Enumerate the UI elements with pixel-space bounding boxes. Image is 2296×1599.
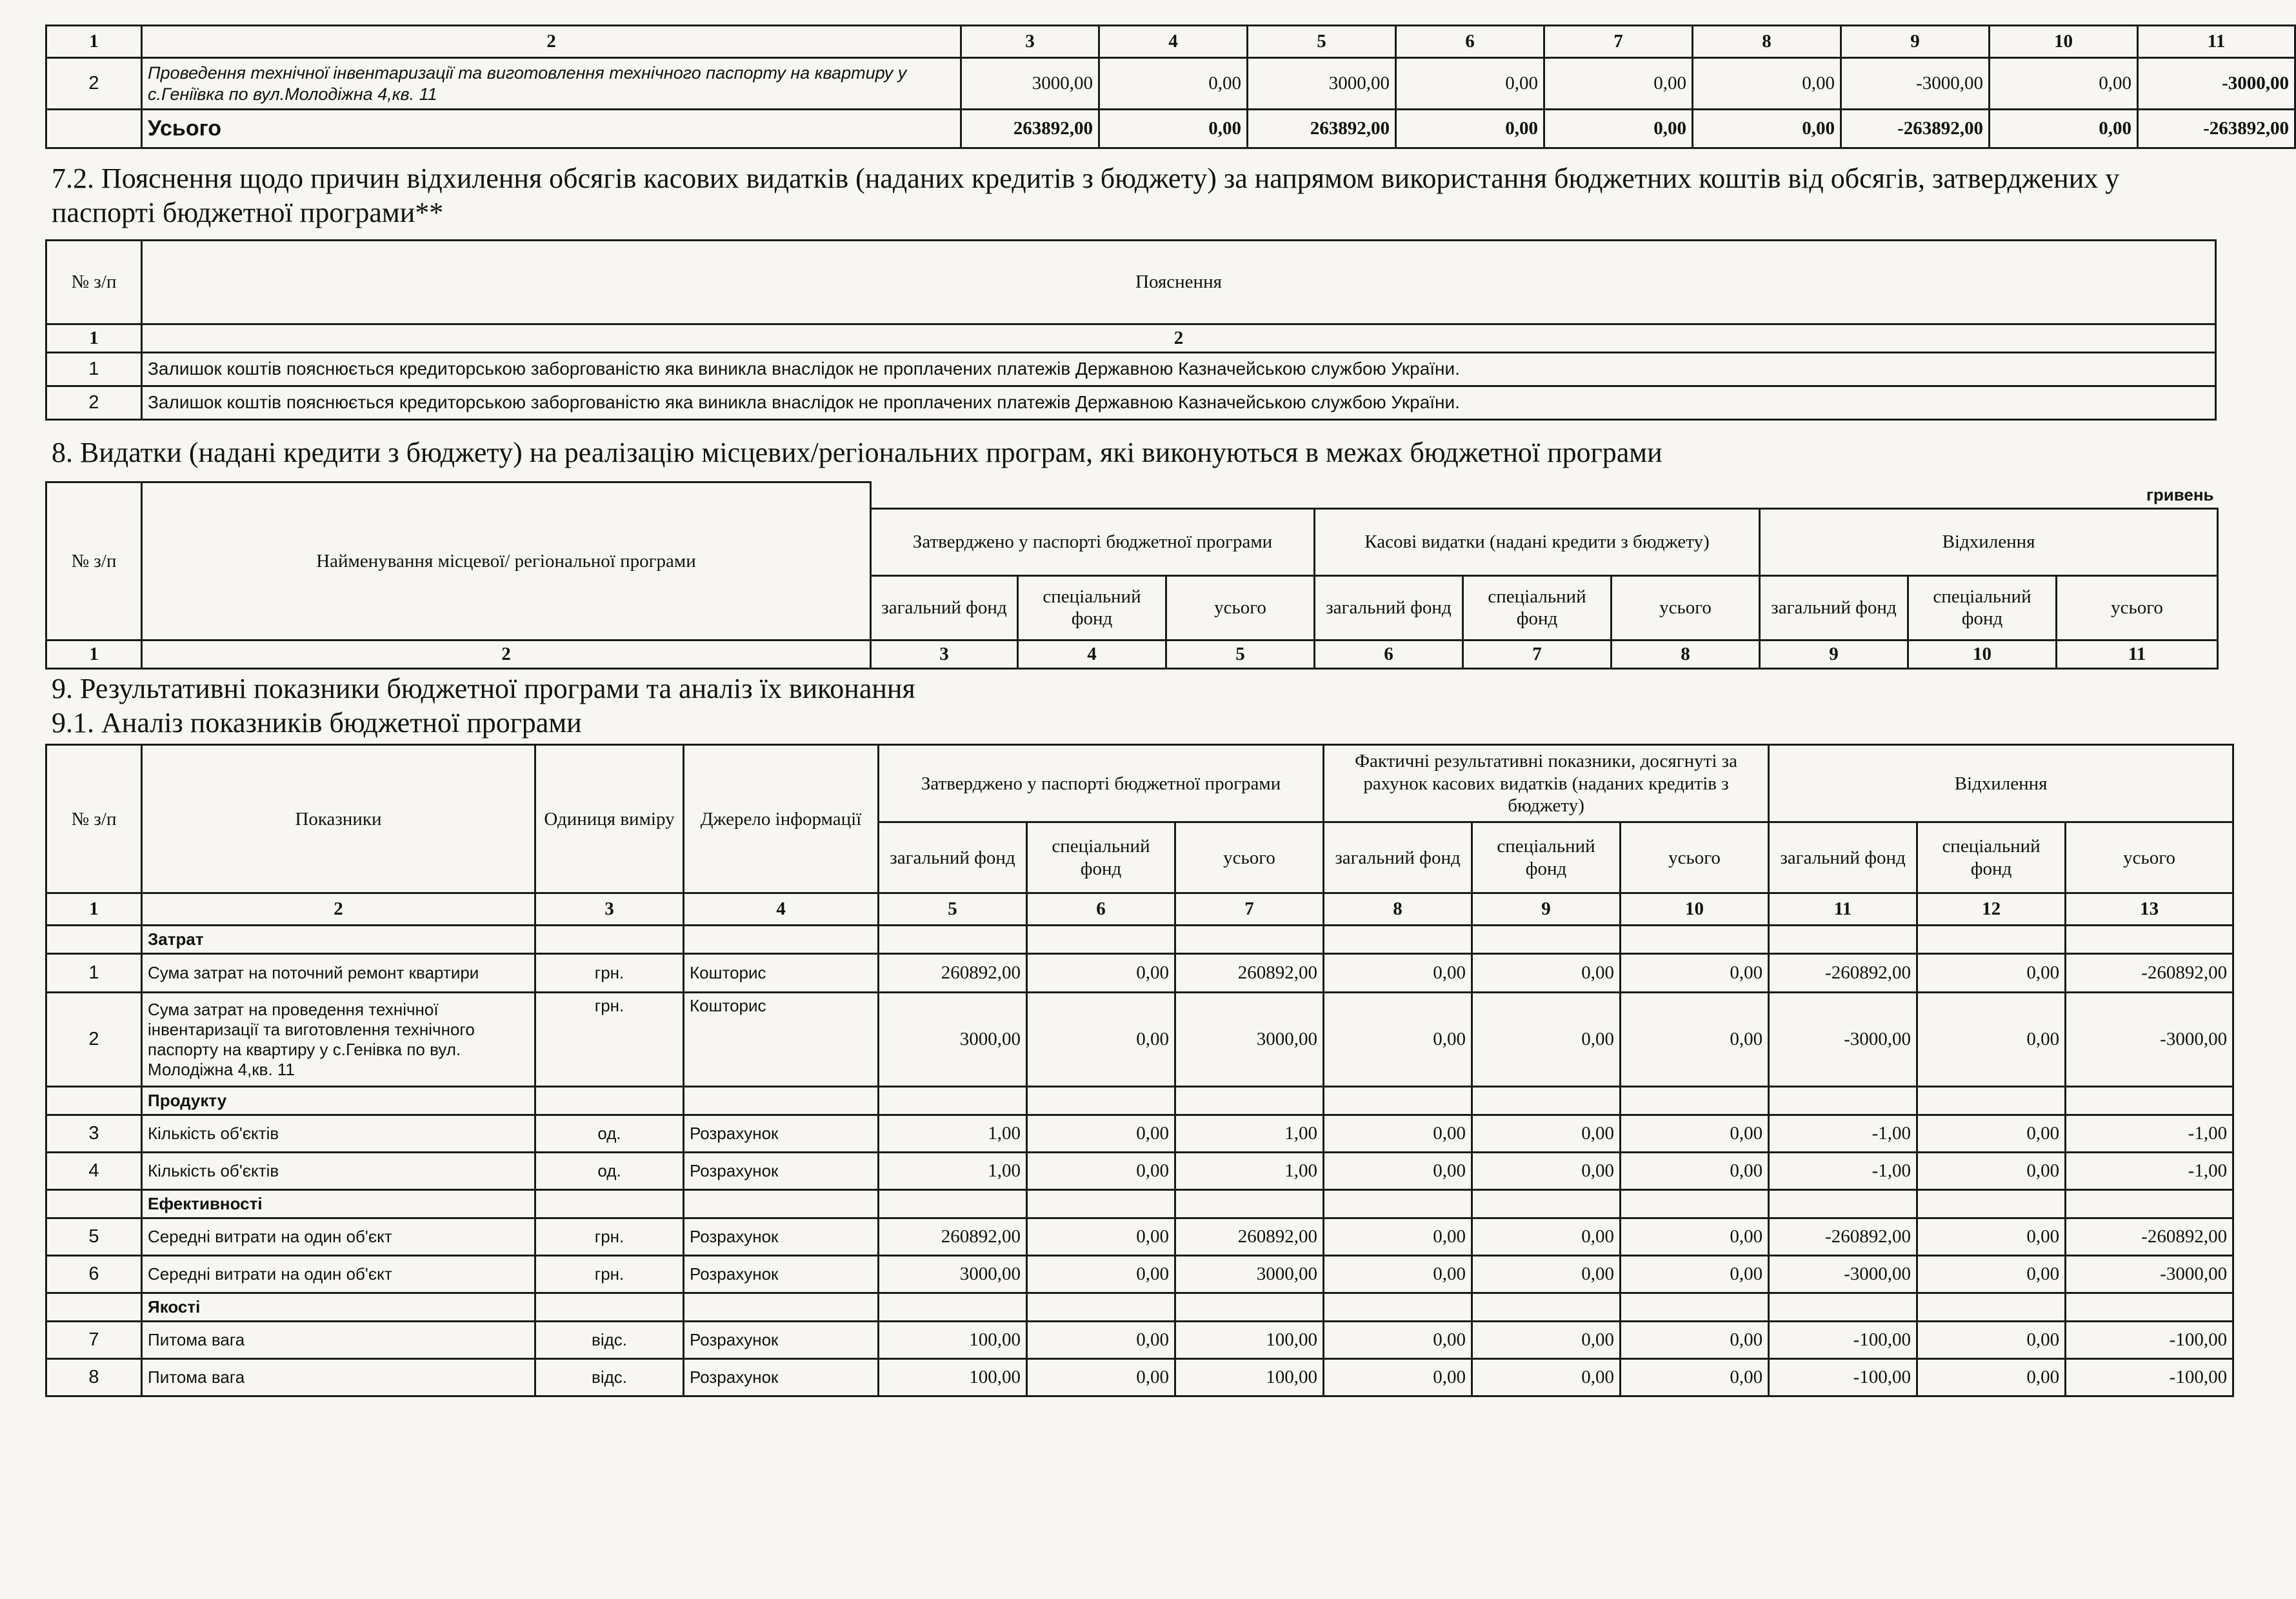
index-cell: 1 bbox=[46, 640, 142, 668]
value-cell: 0,00 bbox=[1472, 1256, 1621, 1293]
column-header-no: № з/п bbox=[46, 240, 142, 324]
column-header-no: № з/п bbox=[46, 745, 142, 893]
empty-cell bbox=[46, 926, 142, 954]
empty-cell bbox=[2066, 926, 2233, 954]
empty-cell bbox=[535, 1293, 684, 1322]
value-cell: 3000,00 bbox=[1175, 1256, 1324, 1293]
index-cell: 4 bbox=[1018, 640, 1166, 668]
value-cell: 0,00 bbox=[1027, 1359, 1175, 1396]
empty-cell bbox=[1621, 1087, 1769, 1115]
value-cell: 0,00 bbox=[1324, 1153, 1472, 1190]
empty-cell bbox=[46, 1190, 142, 1218]
index-cell: 8 bbox=[1324, 893, 1472, 926]
section-9-title: 9. Результативні показники бюджетної програми та аналіз їх виконання bbox=[52, 672, 915, 704]
subheader-special-fund: спеціальний фонд bbox=[1472, 822, 1621, 893]
empty-cell bbox=[684, 1190, 879, 1218]
index-cell: 7 bbox=[1544, 26, 1693, 58]
value-cell: 0,00 bbox=[1324, 954, 1472, 993]
value-cell: -260892,00 bbox=[1769, 1218, 1917, 1256]
index-cell: 7 bbox=[1463, 640, 1612, 668]
value-cell: 0,00 bbox=[1324, 993, 1472, 1087]
indicator-name: Питома вага bbox=[142, 1359, 535, 1396]
table-7-2 bbox=[45, 239, 2217, 421]
value-cell: 0,00 bbox=[1324, 1256, 1472, 1293]
value-cell: 0,00 bbox=[1472, 1115, 1621, 1153]
table-row bbox=[46, 993, 2233, 1087]
empty-cell bbox=[1175, 1087, 1324, 1115]
subheader-total: усього bbox=[2066, 822, 2233, 893]
unit-cell: од. bbox=[535, 1153, 684, 1190]
indicator-name: Сума затрат на проведення технічної інвентаризації та виготовлення технічного паспорту на квартиру у с.Генівка по вул. Молодіжна 4,кв. 11 bbox=[142, 993, 535, 1087]
indicator-name: Сума затрат на поточний ремонт квартири bbox=[142, 954, 535, 993]
index-cell: 2 bbox=[142, 640, 871, 668]
empty-cell bbox=[1621, 1190, 1769, 1218]
empty-cell bbox=[879, 1293, 1027, 1322]
table-row bbox=[46, 386, 2216, 419]
value-cell: 0,00 bbox=[1544, 110, 1693, 148]
empty-cell bbox=[1324, 1087, 1472, 1115]
row-number: 1 bbox=[46, 954, 142, 993]
value-cell: 0,00 bbox=[1027, 1218, 1175, 1256]
value-cell: -3000,00 bbox=[1769, 993, 1917, 1087]
value-cell: 0,00 bbox=[1917, 1322, 2066, 1359]
value-cell: -1,00 bbox=[2066, 1153, 2233, 1190]
row-text: Залишок коштів пояснюється кредиторською заборгованістю яка виникла внаслідок не проплачених платежів Державною Казначейською службою України. bbox=[142, 386, 2216, 419]
index-cell: 12 bbox=[1917, 893, 2066, 926]
value-cell: 100,00 bbox=[1175, 1322, 1324, 1359]
value-cell: -1,00 bbox=[1769, 1115, 1917, 1153]
units-label: гривень bbox=[871, 482, 2218, 509]
empty-cell bbox=[1917, 926, 2066, 954]
value-cell: 0,00 bbox=[1621, 1115, 1769, 1153]
group-label: Затрат bbox=[142, 926, 535, 954]
value-cell: 0,00 bbox=[1324, 1359, 1472, 1396]
value-cell: 0,00 bbox=[1621, 1153, 1769, 1190]
column-header-no: № з/п bbox=[46, 482, 142, 641]
value-cell: 0,00 bbox=[1621, 993, 1769, 1087]
row-number: 2 bbox=[46, 993, 142, 1087]
value-cell: -3000,00 bbox=[2138, 58, 2295, 110]
table-row bbox=[46, 954, 2233, 993]
row-number: 4 bbox=[46, 1153, 142, 1190]
value-cell: 0,00 bbox=[1324, 1218, 1472, 1256]
group-row bbox=[46, 1190, 2233, 1218]
source-cell: Розрахунок bbox=[684, 1256, 879, 1293]
value-cell: 0,00 bbox=[1917, 1115, 2066, 1153]
empty-cell bbox=[2066, 1190, 2233, 1218]
value-cell: -3000,00 bbox=[2066, 993, 2233, 1087]
source-cell: Розрахунок bbox=[684, 1322, 879, 1359]
index-cell: 5 bbox=[1166, 640, 1315, 668]
row-name: Проведення технічної інвентаризації та виготовлення технічного паспорту на квартиру у с.Геніївка по вул.Молодіжна 4,кв. 11 bbox=[142, 58, 961, 110]
index-cell: 11 bbox=[2138, 26, 2295, 58]
index-cell: 5 bbox=[1248, 26, 1396, 58]
empty-cell bbox=[46, 1293, 142, 1322]
value-cell: 0,00 bbox=[1621, 954, 1769, 993]
empty-cell bbox=[684, 926, 879, 954]
section-9-1-title: 9.1. Аналіз показників бюджетної програми bbox=[52, 706, 582, 739]
value-cell: -100,00 bbox=[2066, 1322, 2233, 1359]
value-cell: 0,00 bbox=[1027, 993, 1175, 1087]
value-cell: 0,00 bbox=[1396, 58, 1544, 110]
index-row bbox=[46, 26, 2295, 58]
group-header-deviation: Відхилення bbox=[1760, 508, 2218, 575]
value-cell: 0,00 bbox=[1472, 1359, 1621, 1396]
empty-cell bbox=[2066, 1087, 2233, 1115]
value-cell: 1,00 bbox=[1175, 1115, 1324, 1153]
value-cell: 0,00 bbox=[1472, 993, 1621, 1087]
value-cell: 0,00 bbox=[1693, 110, 1841, 148]
value-cell: 0,00 bbox=[1027, 1153, 1175, 1190]
subheader-general-fund: загальний фонд bbox=[1315, 575, 1463, 640]
value-cell: 0,00 bbox=[1917, 1256, 2066, 1293]
value-cell: 3000,00 bbox=[1248, 58, 1396, 110]
group-row bbox=[46, 1293, 2233, 1322]
value-cell: 0,00 bbox=[1027, 1256, 1175, 1293]
index-cell: 7 bbox=[1175, 893, 1324, 926]
index-cell: 8 bbox=[1693, 26, 1841, 58]
empty-cell bbox=[1769, 1190, 1917, 1218]
empty-cell bbox=[1917, 1293, 2066, 1322]
total-row bbox=[46, 110, 2295, 148]
table-7-continuation bbox=[45, 25, 2296, 149]
column-header-source: Джерело інформації bbox=[684, 745, 879, 893]
source-cell: Розрахунок bbox=[684, 1218, 879, 1256]
value-cell: 0,00 bbox=[1917, 1359, 2066, 1396]
indicator-name: Середні витрати на один об'єкт bbox=[142, 1218, 535, 1256]
group-header-actual: Фактичні результативні показники, досягнуті за рахунок касових видатків (наданих кредитів з бюджету) bbox=[1324, 745, 1769, 822]
value-cell: 100,00 bbox=[879, 1359, 1027, 1396]
group-header-approved: Затверджено у паспорті бюджетної програми bbox=[879, 745, 1324, 822]
group-row bbox=[46, 1087, 2233, 1115]
row-number: 1 bbox=[46, 352, 142, 386]
unit-cell: од. bbox=[535, 1115, 684, 1153]
value-cell: 3000,00 bbox=[879, 1256, 1027, 1293]
empty-cell bbox=[879, 926, 1027, 954]
subheader-special-fund: спеціальний фонд bbox=[1463, 575, 1612, 640]
index-cell: 1 bbox=[46, 26, 142, 58]
row-text: Залишок коштів пояснюється кредиторською заборгованістю яка виникла внаслідок не проплачених платежів Державною Казначейською службою України. bbox=[142, 352, 2216, 386]
source-cell: Кошторис bbox=[684, 993, 879, 1087]
unit-cell: відс. bbox=[535, 1359, 684, 1396]
subheader-special-fund: спеціальний фонд bbox=[1018, 575, 1166, 640]
value-cell: 0,00 bbox=[1027, 1322, 1175, 1359]
value-cell: 260892,00 bbox=[879, 1218, 1027, 1256]
indicator-name: Питома вага bbox=[142, 1322, 535, 1359]
value-cell: 0,00 bbox=[1917, 993, 2066, 1087]
table-8 bbox=[45, 481, 2219, 670]
table-row bbox=[46, 1115, 2233, 1153]
value-cell: 1,00 bbox=[1175, 1153, 1324, 1190]
source-cell: Розрахунок bbox=[684, 1115, 879, 1153]
value-cell: 0,00 bbox=[1693, 58, 1841, 110]
index-cell: 10 bbox=[1908, 640, 2057, 668]
index-cell: 8 bbox=[1612, 640, 1760, 668]
empty-cell bbox=[1324, 1190, 1472, 1218]
empty-cell bbox=[1027, 926, 1175, 954]
unit-cell: грн. bbox=[535, 1218, 684, 1256]
index-cell: 2 bbox=[142, 893, 535, 926]
value-cell: 0,00 bbox=[1621, 1322, 1769, 1359]
row-number: 3 bbox=[46, 1115, 142, 1153]
value-cell: 0,00 bbox=[1917, 1218, 2066, 1256]
empty-cell bbox=[1769, 1293, 1917, 1322]
table-9-1 bbox=[45, 744, 2234, 1397]
index-row bbox=[46, 893, 2233, 926]
value-cell: 0,00 bbox=[1472, 1153, 1621, 1190]
value-cell: 0,00 bbox=[1324, 1322, 1472, 1359]
value-cell: -260892,00 bbox=[2066, 1218, 2233, 1256]
section-7-2-title: 7.2. Пояснення щодо причин відхилення обсягів касових видатків (наданих кредитів з бюджету) за напрямом використання бюджетних коштів від обсягів, затверджених у паспорті бюджетної програми** bbox=[52, 163, 2120, 228]
value-cell: 0,00 bbox=[1621, 1256, 1769, 1293]
empty-cell bbox=[46, 1087, 142, 1115]
value-cell: 3000,00 bbox=[1175, 993, 1324, 1087]
value-cell: -100,00 bbox=[1769, 1322, 1917, 1359]
empty-cell bbox=[1621, 1293, 1769, 1322]
value-cell: 263892,00 bbox=[1248, 110, 1396, 148]
index-cell: 6 bbox=[1396, 26, 1544, 58]
empty-cell bbox=[535, 1190, 684, 1218]
index-cell: 11 bbox=[1769, 893, 1917, 926]
table-row bbox=[46, 1359, 2233, 1396]
value-cell: 0,00 bbox=[1472, 1322, 1621, 1359]
group-label: Якості bbox=[142, 1293, 535, 1322]
value-cell: 0,00 bbox=[1099, 110, 1248, 148]
empty-cell bbox=[535, 1087, 684, 1115]
empty-cell bbox=[1917, 1087, 2066, 1115]
group-label: Продукту bbox=[142, 1087, 535, 1115]
subheader-general-fund: загальний фонд bbox=[871, 575, 1018, 640]
index-cell: 3 bbox=[961, 26, 1099, 58]
empty-cell bbox=[1769, 1087, 1917, 1115]
subheader-total: усього bbox=[1612, 575, 1760, 640]
index-cell: 4 bbox=[1099, 26, 1248, 58]
subheader-total: усього bbox=[1166, 575, 1315, 640]
index-row bbox=[46, 640, 2218, 668]
index-cell: 4 bbox=[684, 893, 879, 926]
index-cell: 9 bbox=[1472, 893, 1621, 926]
value-cell: 0,00 bbox=[1917, 1153, 2066, 1190]
empty-cell bbox=[684, 1087, 879, 1115]
source-cell: Розрахунок bbox=[684, 1359, 879, 1396]
index-cell: 1 bbox=[46, 324, 142, 352]
value-cell: 260892,00 bbox=[1175, 1218, 1324, 1256]
group-row bbox=[46, 926, 2233, 954]
row-number: 7 bbox=[46, 1322, 142, 1359]
subheader-special-fund: спеціальний фонд bbox=[1027, 822, 1175, 893]
empty-cell bbox=[1621, 926, 1769, 954]
table-row bbox=[46, 1153, 2233, 1190]
group-header-approved: Затверджено у паспорті бюджетної програми bbox=[871, 508, 1315, 575]
empty-cell bbox=[684, 1293, 879, 1322]
value-cell: 100,00 bbox=[879, 1322, 1027, 1359]
table-row bbox=[46, 1256, 2233, 1293]
value-cell: 0,00 bbox=[1027, 954, 1175, 993]
value-cell: 0,00 bbox=[1544, 58, 1693, 110]
unit-cell: грн. bbox=[535, 1256, 684, 1293]
source-cell: Кошторис bbox=[684, 954, 879, 993]
empty-cell bbox=[879, 1190, 1027, 1218]
value-cell: -3000,00 bbox=[1769, 1256, 1917, 1293]
empty-cell bbox=[1472, 1087, 1621, 1115]
value-cell: 260892,00 bbox=[1175, 954, 1324, 993]
value-cell: 3000,00 bbox=[879, 993, 1027, 1087]
subheader-general-fund: загальний фонд bbox=[879, 822, 1027, 893]
empty-cell bbox=[1175, 1293, 1324, 1322]
subheader-total: усього bbox=[2057, 575, 2218, 640]
index-cell: 3 bbox=[535, 893, 684, 926]
value-cell: 3000,00 bbox=[961, 58, 1099, 110]
value-cell: 0,00 bbox=[1027, 1115, 1175, 1153]
index-cell: 13 bbox=[2066, 893, 2233, 926]
empty-cell bbox=[1027, 1190, 1175, 1218]
value-cell: 0,00 bbox=[1472, 954, 1621, 993]
unit-cell: грн. bbox=[535, 993, 684, 1087]
subheader-special-fund: спеціальний фонд bbox=[1908, 575, 2057, 640]
index-cell: 5 bbox=[879, 893, 1027, 926]
subheader-general-fund: загальний фонд bbox=[1324, 822, 1472, 893]
value-cell: -260892,00 bbox=[1769, 954, 1917, 993]
value-cell: 1,00 bbox=[879, 1115, 1027, 1153]
row-number: 8 bbox=[46, 1359, 142, 1396]
column-header-program-name: Найменування місцевої/ регіональної програми bbox=[142, 482, 871, 641]
value-cell: 100,00 bbox=[1175, 1359, 1324, 1396]
value-cell: -100,00 bbox=[1769, 1359, 1917, 1396]
source-cell: Розрахунок bbox=[684, 1153, 879, 1190]
empty-cell bbox=[879, 1087, 1027, 1115]
column-header-explanation: Пояснення bbox=[142, 240, 2216, 324]
index-cell: 10 bbox=[1990, 26, 2138, 58]
indicator-name: Кількість об'єктів bbox=[142, 1115, 535, 1153]
value-cell: 1,00 bbox=[879, 1153, 1027, 1190]
empty-cell bbox=[46, 110, 142, 148]
group-header-deviation: Відхилення bbox=[1769, 745, 2233, 822]
empty-cell bbox=[1175, 926, 1324, 954]
index-cell: 2 bbox=[142, 324, 2216, 352]
index-cell: 9 bbox=[1841, 26, 1990, 58]
row-number: 5 bbox=[46, 1218, 142, 1256]
row-number: 6 bbox=[46, 1256, 142, 1293]
table-row bbox=[46, 1218, 2233, 1256]
index-row bbox=[46, 324, 2216, 352]
value-cell: 0,00 bbox=[1396, 110, 1544, 148]
value-cell: -260892,00 bbox=[2066, 954, 2233, 993]
index-cell: 1 bbox=[46, 893, 142, 926]
table-row bbox=[46, 1322, 2233, 1359]
subheader-special-fund: спеціальний фонд bbox=[1917, 822, 2066, 893]
empty-cell bbox=[1472, 1190, 1621, 1218]
index-cell: 11 bbox=[2057, 640, 2218, 668]
group-label: Ефективності bbox=[142, 1190, 535, 1218]
empty-cell bbox=[2066, 1293, 2233, 1322]
indicator-name: Кількість об'єктів bbox=[142, 1153, 535, 1190]
unit-cell: грн. bbox=[535, 954, 684, 993]
value-cell: 0,00 bbox=[1324, 1115, 1472, 1153]
empty-cell bbox=[1027, 1087, 1175, 1115]
value-cell: -263892,00 bbox=[1841, 110, 1990, 148]
value-cell: -1,00 bbox=[1769, 1153, 1917, 1190]
section-8-title: 8. Видатки (надані кредити з бюджету) на реалізацію місцевих/регіональних програм, які виконуються в межах бюджетної програми bbox=[52, 436, 1662, 468]
table-row bbox=[46, 58, 2295, 110]
value-cell: -100,00 bbox=[2066, 1359, 2233, 1396]
index-cell: 6 bbox=[1315, 640, 1463, 668]
total-label: Усього bbox=[142, 110, 961, 148]
empty-cell bbox=[1027, 1293, 1175, 1322]
empty-cell bbox=[1472, 926, 1621, 954]
empty-cell bbox=[1324, 1293, 1472, 1322]
table-row bbox=[46, 352, 2216, 386]
subheader-total: усього bbox=[1175, 822, 1324, 893]
value-cell: 0,00 bbox=[1621, 1359, 1769, 1396]
value-cell: -3000,00 bbox=[1841, 58, 1990, 110]
empty-cell bbox=[1175, 1190, 1324, 1218]
index-cell: 3 bbox=[871, 640, 1018, 668]
empty-cell bbox=[1769, 926, 1917, 954]
value-cell: 260892,00 bbox=[879, 954, 1027, 993]
group-header-cash-expenses: Касові видатки (надані кредити з бюджету) bbox=[1315, 508, 1760, 575]
subheader-general-fund: загальний фонд bbox=[1760, 575, 1908, 640]
value-cell: 0,00 bbox=[1099, 58, 1248, 110]
column-header-indicators: Показники bbox=[142, 745, 535, 893]
value-cell: 0,00 bbox=[1621, 1218, 1769, 1256]
index-cell: 10 bbox=[1621, 893, 1769, 926]
empty-cell bbox=[1917, 1190, 2066, 1218]
index-cell: 6 bbox=[1027, 893, 1175, 926]
column-header-unit: Одиниця виміру bbox=[535, 745, 684, 893]
subheader-total: усього bbox=[1621, 822, 1769, 893]
value-cell: 0,00 bbox=[1990, 110, 2138, 148]
value-cell: 0,00 bbox=[1472, 1218, 1621, 1256]
empty-cell bbox=[535, 926, 684, 954]
indicator-name: Середні витрати на один об'єкт bbox=[142, 1256, 535, 1293]
row-number: 2 bbox=[46, 386, 142, 419]
value-cell: 263892,00 bbox=[961, 110, 1099, 148]
unit-cell: відс. bbox=[535, 1322, 684, 1359]
value-cell: -3000,00 bbox=[2066, 1256, 2233, 1293]
value-cell: -1,00 bbox=[2066, 1115, 2233, 1153]
index-cell: 2 bbox=[142, 26, 961, 58]
empty-cell bbox=[1324, 926, 1472, 954]
value-cell: 0,00 bbox=[1990, 58, 2138, 110]
index-cell: 9 bbox=[1760, 640, 1908, 668]
value-cell: -263892,00 bbox=[2138, 110, 2295, 148]
empty-cell bbox=[1472, 1293, 1621, 1322]
row-number: 2 bbox=[46, 58, 142, 110]
value-cell: 0,00 bbox=[1917, 954, 2066, 993]
subheader-general-fund: загальний фонд bbox=[1769, 822, 1917, 893]
